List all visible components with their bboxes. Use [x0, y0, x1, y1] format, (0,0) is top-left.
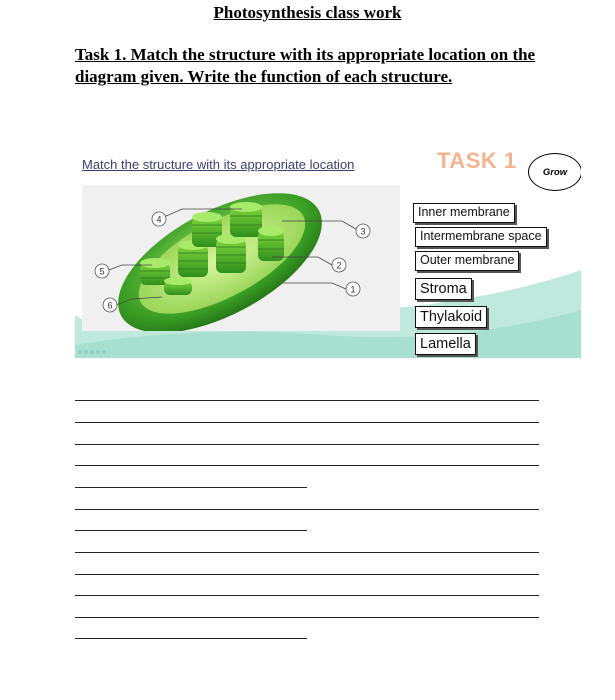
callout-5-label: 5 — [99, 266, 105, 277]
label-intermembrane-space: Intermembrane space — [415, 227, 547, 247]
callout-4-label: 4 — [156, 214, 162, 225]
callout-1-label: 1 — [350, 284, 356, 295]
label-stroma: Stroma — [415, 278, 472, 300]
answer-line[interactable] — [75, 595, 539, 596]
answer-line[interactable] — [75, 465, 539, 466]
label-thylakoid: Thylakoid — [415, 306, 487, 328]
label-outer-membrane: Outer membrane — [415, 251, 519, 271]
answer-line[interactable] — [75, 530, 307, 531]
label-lamella: Lamella — [415, 333, 476, 355]
answer-line[interactable] — [75, 574, 539, 575]
callout-2-label: 2 — [336, 260, 342, 271]
answer-line[interactable] — [75, 617, 539, 618]
answer-line[interactable] — [75, 400, 539, 401]
callout-5 — [95, 264, 109, 278]
callout-1 — [346, 282, 360, 296]
answer-line[interactable] — [75, 552, 539, 553]
answer-line[interactable] — [75, 638, 307, 639]
page-title: Photosynthesis class work — [213, 3, 402, 22]
callout-4 — [152, 212, 166, 226]
answer-line[interactable] — [75, 509, 539, 510]
label-inner-membrane: Inner membrane — [413, 203, 515, 223]
callout-3-label: 3 — [360, 226, 366, 237]
task-heading: Task 1. Match the structure with its appropriate location on the diagram given. Write the function of each structure. — [75, 45, 536, 86]
worksheet-image — [75, 140, 581, 358]
task-badge: TASK 1 — [437, 148, 517, 173]
callout-6-label: 6 — [107, 300, 113, 311]
grow-badge: Grow — [528, 153, 581, 191]
callout-2 — [332, 258, 346, 272]
answer-line[interactable] — [75, 487, 307, 488]
instruction-text: Match the structure with its appropriate location — [82, 157, 355, 172]
chloroplast-diagram — [82, 185, 400, 331]
callout-3 — [356, 224, 370, 238]
callout-6 — [103, 298, 117, 312]
answer-line[interactable] — [75, 444, 539, 445]
answer-line[interactable] — [75, 422, 539, 423]
